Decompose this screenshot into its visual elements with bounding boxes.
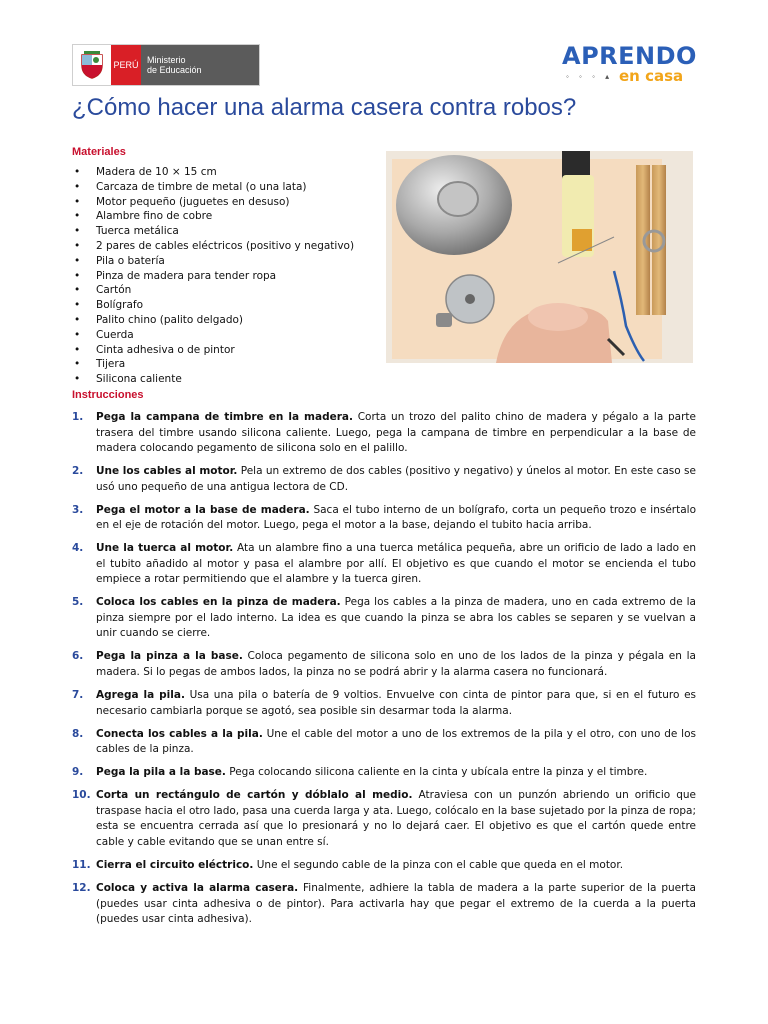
step-text: Saca el tubo interno de un bolígrafo, corta un pequeño trozo e insértalo en el eje de rotación del motor. Luego, pega el motor a la base, dejando el tubito hacia arriba. xyxy=(96,503,696,532)
step-text: Une el cable del motor a uno de los extremos de la pila y el otro, con uno de los cables de la pinza. xyxy=(96,727,696,756)
step-text: Corta un trozo del palito chino de madera y pégalo a la parte trasera del timbre usando silicona caliente. Luego, pega la campana de timbre en perpendicular a la base de madera colocando pegamento de silicona solo en el palillo. xyxy=(96,411,696,454)
list-item: • Motor pequeño (juguetes en desuso) xyxy=(72,195,354,210)
step-number: 8. xyxy=(72,727,84,740)
step-number: 1. xyxy=(72,411,84,423)
step-text: Atraviesa con un punzón abriendo un orificio que traspase hacia el otro lado, pasa una cuerda larga y ata. Luego, colócalo en la base sujetado por la pinza de ropa; esta se encuentra cerrada así que lo presionará y no lo dejará caer. El objetivo es que el cartón quede entre cable y cable evitando que se unan entre sí. xyxy=(96,789,697,848)
step-number: 2. xyxy=(72,465,84,478)
step-text: Coloca pegamento de silicona solo en uno de los lados de la pinza y pégala en la madera. Si lo pegas de ambos lados, la pinza no se podrá abrir y la alarma casera no funcionará. xyxy=(96,650,696,678)
materials-list xyxy=(72,165,354,387)
step-title: Agrega la pila. xyxy=(96,689,185,702)
coat-of-arms-icon xyxy=(73,45,111,83)
list-item: • 2 pares de cables eléctricos (positivo y negativo) xyxy=(72,239,354,254)
list-item: • Cuerda xyxy=(72,328,354,343)
list-item xyxy=(72,649,696,680)
materials-heading: Materiales xyxy=(72,146,126,158)
ministerio-line2: de Educación xyxy=(147,65,202,75)
step-text: Usa una pila o batería de 9 voltios. Envuelve con cinta de pintor para que, si en el futuro es necesario cambiarla porque se agotó, sea posible sin desarmar toda la alarma. xyxy=(96,689,696,717)
list-item xyxy=(72,858,696,874)
peru-label: PERÚ xyxy=(111,45,141,85)
step-text: Une el segundo cable de la pinza con el cable que queda en el motor. xyxy=(253,858,624,871)
step-text: Pela un extremo de dos cables (positivo y negativo) y únelos al motor. En este caso se usó uno pequeño de una antigua lectora de CD. xyxy=(96,465,696,493)
list-item: • Bolígrafo xyxy=(72,298,354,313)
minedu-logo xyxy=(72,44,260,86)
step-title: Cierra el circuito eléctrico. xyxy=(96,858,254,871)
step-number: 12. xyxy=(72,882,91,895)
list-item xyxy=(72,765,696,781)
step-number: 5. xyxy=(72,596,84,609)
step-text: Pega los cables a la pinza de madera, uno en cada extremo de la pinza siempre por el lado interno. La idea es que cuando la pinza se abra los cables se separen y se vuelvan a unir cuando se cierre. xyxy=(96,596,696,640)
aprendo-en-casa-logo xyxy=(560,42,700,86)
brand-dots-icon: ◦ ◦ ◦ ▴ xyxy=(566,72,614,81)
step-number: 11. xyxy=(72,858,91,871)
list-item: • Palito chino (palito delgado) xyxy=(72,313,354,328)
step-title: Coloca los cables en la pinza de madera. xyxy=(96,596,341,609)
step-title: Pega la pinza a la base. xyxy=(96,650,243,663)
step-title: Conecta los cables a la pila. xyxy=(96,727,263,740)
step-number: 6. xyxy=(72,650,84,663)
step-title: Une la tuerca al motor. xyxy=(96,542,234,555)
instructions-heading: Instrucciones xyxy=(72,389,144,401)
list-item xyxy=(72,727,696,758)
list-item: • Silicona caliente xyxy=(72,372,354,387)
ministerio-label xyxy=(141,45,259,85)
list-item: • Alambre fino de cobre xyxy=(72,209,354,224)
list-item: • Pinza de madera para tender ropa xyxy=(72,269,354,284)
step-number: 9. xyxy=(72,766,84,779)
list-item xyxy=(72,464,696,495)
ministerio-line1: Ministerio xyxy=(147,55,186,65)
step-number: 3. xyxy=(72,503,84,516)
list-item xyxy=(72,410,696,457)
list-item xyxy=(72,788,696,850)
list-item xyxy=(72,688,696,719)
step-number: 4. xyxy=(72,542,84,555)
list-item: • Cinta adhesiva o de pintor xyxy=(72,343,354,358)
list-item: • Tijera xyxy=(72,357,354,372)
list-item xyxy=(72,881,696,928)
step-title: Coloca y activa la alarma casera. xyxy=(96,882,299,895)
brand-line2: en casa xyxy=(619,67,684,85)
step-text: Finalmente, adhiere la tabla de madera a la parte superior de la puerta (puedes usar cinta adhesiva o de pintor). Para activarla hay que pegar el extremo de la cuerda a la puerta (puedes usar cinta adhesiva). xyxy=(96,882,696,926)
step-number: 7. xyxy=(72,689,84,702)
list-item xyxy=(72,595,696,642)
alarm-photo xyxy=(386,151,693,363)
list-item: • Cartón xyxy=(72,283,354,298)
list-item: • Madera de 10 × 15 cm xyxy=(72,165,354,180)
step-title: Pega la pila a la base. xyxy=(96,766,226,779)
page-title: ¿Cómo hacer una alarma casera contra robos? xyxy=(72,94,577,121)
step-text: Pega colocando silicona caliente en la cinta y ubícala entre la pinza y el timbre. xyxy=(225,766,648,779)
brand-line1: APRENDO xyxy=(562,42,697,70)
step-title: Pega la campana de timbre en la madera. xyxy=(96,411,353,423)
step-title: Pega el motor a la base de madera. xyxy=(96,503,310,516)
step-title: Corta un rectángulo de cartón y dóblalo al medio. xyxy=(96,789,413,802)
step-text: Ata un alambre fino a una tuerca metálica pequeña, abre un orificio de lado a lado en el tubito añadido al motor y pasa el alambre por allí. El objetivo es que cuando el motor se encienda el tubo empiece a rotar permitiendo que el alambre y la tuerca giren. xyxy=(96,542,697,586)
list-item: • Pila o batería xyxy=(72,254,354,269)
instructions-list xyxy=(72,410,696,935)
list-item: • Carcaza de timbre de metal (o una lata) xyxy=(72,180,354,195)
step-number: 10. xyxy=(72,789,91,802)
step-title: Une los cables al motor. xyxy=(96,465,238,478)
list-item xyxy=(72,503,696,534)
list-item: • Tuerca metálica xyxy=(72,224,354,239)
list-item xyxy=(72,541,696,588)
